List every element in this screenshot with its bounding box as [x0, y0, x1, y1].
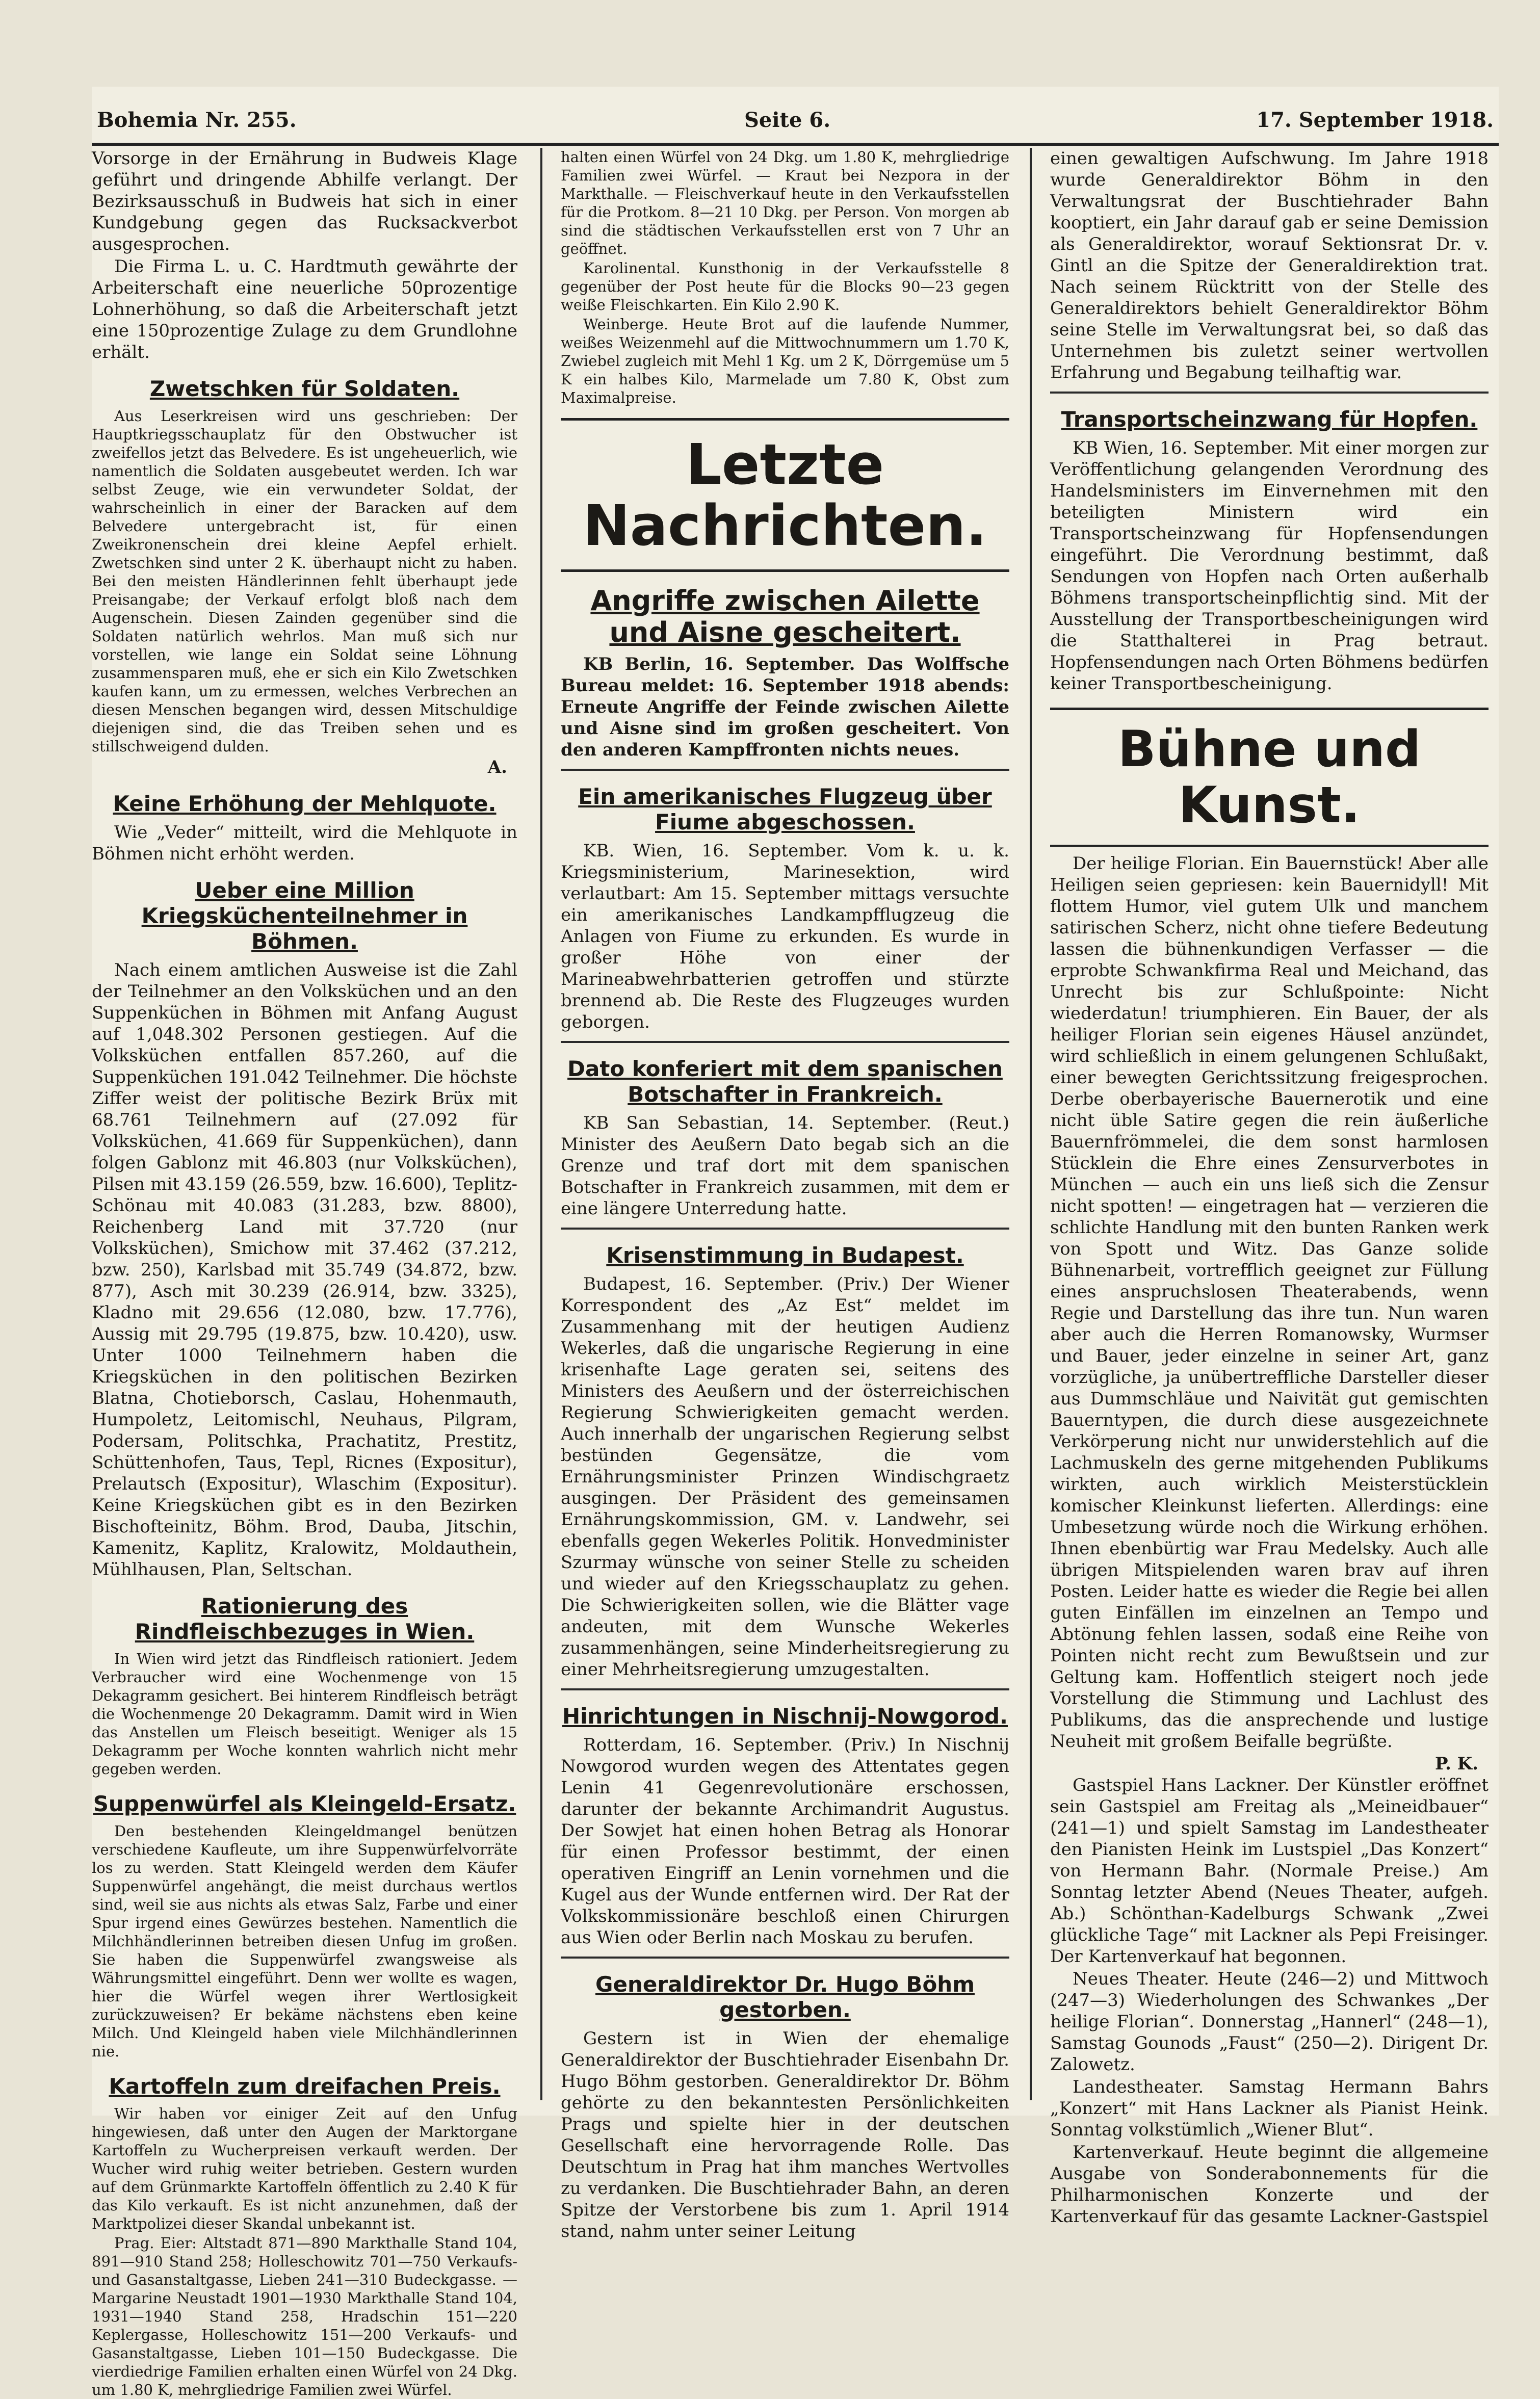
article-signature-a: A. — [487, 757, 507, 777]
article-landestheater: Landestheater. Samstag Hermann Bahrs „Konzert“ mit Hans Lackner als Pianist Heink. Sonntag volkstümlich „Wiener Blut“. — [1050, 2077, 1489, 2140]
article-fiume: KB. Wien, 16. September. Vom k. u. k. Kriegsministerium, Marinesektion, wird verlautbart: Am 15. September mittags versuchte ein amerikanisches Landkampfflugzeug die Anlagen von Fiume zu erkunden. Es wurde in großer Höhe von einer der Marineabwehrbatterien getroffen und stürzte brennend ab. Die Reste des Flugzeuges wurden geborgen. — [561, 841, 1009, 1032]
headline-dato: Dato konferiert mit dem spanischen Botschafter in Frankreich. — [567, 1056, 1003, 1107]
headline-mehlquote: Keine Erhöhung der Mehlquote. — [113, 791, 497, 816]
headline-boehm: Generaldirektor Dr. Hugo Böhm gestorben. — [595, 1972, 975, 2022]
headline-kartoffeln: Kartoffeln zum dreifachen Preis. — [109, 2074, 501, 2099]
headline-suppenwuerfel: Suppenwürfel als Kleingeld-Ersatz. — [93, 1791, 516, 1816]
headline-fiume: Ein amerikanisches Flugzeug über Fiume abgeschossen. — [578, 784, 992, 835]
article-zwetschken: Aus Leserkreisen wird uns geschrieben: Der Hauptkriegsschauplatz für den Obstwucher ist zweifellos jetzt das Belvedere. Es ist ungeheuerlich, wie namentlich die Soldaten ausgebeutet werden. Ich war selbst Zeuge, wie ein verwundeter Soldat, der wahrscheinlich in einer der Baracken auf dem Belvedere untergebracht ist, für einen Zweikronenschein drei kleine Aepfel erhielt. Zwetschken sind unter 2 K. überhaupt nicht zu haben. Bei den meisten Händlerinnen fehlt überhaupt jede Preisangabe; der Verkauf erfolgt bloß nach dem Augenschein. Diesen Zainden gegenüber sind die Soldaten natürlich wehrlos. Man muß sich nur vorstellen, wie lange ein Soldat seine Löhnung zusammensparen muß, ehe er sich ein Kilo Zwetschken kaufen kann, um zu ermessen, welches Verbrechen an diesen Menschen begangen wird, dessen Mitschuldige diejenigen sind, die das Treiben sehen und es stillschweigend dulden. — [92, 407, 517, 755]
masthead-issue: Bohemia Nr. 255. — [97, 108, 297, 132]
article-gastspiel-lackner: Gastspiel Hans Lackner. Der Künstler eröffnet sein Gastspiel am Freitag als „Meineidbauer“ (241—1) und spielt Samstag im Landestheater den Pianisten Heink im Lustspiel „Das Konzert“ von Hermann Bahr. (Normale Preise.) Am Sonntag letzter Abend (Neues Theater, aufgeh. Ab.) Schönthan-Kadelburgs Schwank „Zwei glückliche Tage“ mit Lackner als Pepi Freisinger. Der Kartenverkauf hat begonnen. — [1050, 1775, 1489, 1967]
article-mehlquote: Wie „Veder“ mitteilt, wird die Mehlquote in Böhmen nicht erhöht werden. — [92, 822, 517, 864]
article-karolinental: Karolinental. Kunsthonig in der Verkaufsstelle 8 gegenüber der Post heute für die Blocks 90—23 gegen weiße Fleischkarten. Ein Kilo 2.90 K. — [561, 259, 1009, 314]
article-signature-pk: P. K. — [1435, 1754, 1478, 1774]
section-banner-letzte-nachrichten: Letzte Nachrichten. — [561, 418, 1009, 572]
headline-zwetschken: Zwetschken für Soldaten. — [149, 376, 460, 401]
headline-aisne: Angriffe zwischen Ailette und Aisne gescheitert. — [590, 585, 980, 648]
column-rule-1 — [540, 148, 542, 2100]
column-1 — [92, 148, 517, 2398]
separator — [561, 1688, 1009, 1690]
page-number: Seite 6. — [744, 108, 831, 132]
issue-date: 17. September 1918. — [1256, 108, 1494, 132]
headline-hopfen: Transportscheinzwang für Hopfen. — [1061, 407, 1478, 432]
headline-kriegskuechen: Ueber eine Million Kriegsküchenteilnehmer in Böhmen. — [141, 878, 468, 954]
article-budweis: Vorsorge in der Ernährung in Budweis Klage geführt und dringende Abhilfe verlangt. Der Bezirksausschuß in Budweis hat sich in einer Kundgebung gegen das Rucksackverbot ausgesprochen. — [92, 148, 517, 254]
separator — [561, 1041, 1009, 1043]
separator — [561, 769, 1009, 771]
column-rule-2 — [1030, 148, 1032, 2100]
article-aisne: KB Berlin, 16. September. Das Wolffsche Bureau meldet: 16. September 1918 abends: Erneute Angriffe der Feinde zwischen Ailette und Aisne sind im großen gescheitert. Von den anderen Kampffronten nichts neues. — [561, 654, 1009, 760]
article-weinberge: Weinberge. Heute Brot auf die laufende Nummer, weißes Weizenmehl auf die Mittwochnummern um 1.70 K, Zwiebel zugleich mit Mehl 1 Kg. um 2 K, Dörrgemüse um 5 K ein halbes Kilo, Marmelade um 7.80 K, Obst zum Maximalpreise. — [561, 316, 1009, 406]
separator — [561, 1228, 1009, 1230]
running-head — [92, 97, 1499, 146]
article-kriegskuechen: Nach einem amtlichen Ausweise ist die Zahl der Teilnehmer an den Volksküchen und an den Suppenküchen in Böhmen mit Anfang August auf 1,048.302 Personen gestiegen. Auf die Volksküchen entfallen 857.260, auf die Suppenküchen 191.042 Teilnehmer. Die höchste Ziffer weist der politische Bezirk Brüx mit 68.761 Teilnehmern auf (27.092 für Volksküchen, 41.669 für Suppenküchen), dann folgen Gablonz mit 46.803 (nur Volksküchen), Pilsen mit 43.159 (26.559, bzw. 16.600), Teplitz-Schönau mit 40.083 (31.283, bzw. 8800), Reichenberg Land mit 37.720 (nur Volksküchen), Smichow mit 37.462 (37.212, bzw. 250), Karlsbad mit 35.749 (34.872, bzw. 877), Asch mit 30.239 (26.914, bzw. 3325), Kladno mit 29.656 (12.080, bzw. 17.776), Aussig mit 29.795 (19.875, bzw. 10.420), usw. Unter 1000 Teilnehmern haben die Kriegsküchen in den politischen Bezirken Blatna, Chotieborsch, Caslau, Hohenmauth, Humpoletz, Leitomischl, Neuhaus, Pilgram, Podersam, Politschka, Prachatitz, Prestitz, Schüttenhofen, Taus, Tepl, Ricnes (Expositur), Prelautsch (Expositur), Wlaschim (Expositur). Keine Kriegsküchen gibt es in den Bezirken Bischofteinitz, Böhm. Brod, Dauba, Jitschin, Kamenitz, Kaplitz, Kralowitz, Moldauthein, Mühlhausen, Plan, Seltschan. — [92, 960, 517, 1580]
headline-budapest: Krisenstimmung in Budapest. — [606, 1243, 964, 1268]
article-budapest: Budapest, 16. September. (Priv.) Der Wiener Korrespondent des „Az Est“ meldet im Zusammenhang mit der heutigen Audienz Wekerles, daß die ungarische Regierung in eine krisenhafte Lage geraten sei, seitens des Ministers des Aeußern und der österreichischen Regierung Schwierigkeiten gemacht werden. Auch innerhalb der ungarischen Regierung selbst bestünden Gegensätze, die vom Ernährungsminister Prinzen Windischgraetz ausgingen. Der Präsident des gemeinsamen Ernährungskommission, GM. v. Landwehr, sei ebenfalls gegen Wekerles Politik. Honvedminister Szurmay wünsche von seiner Stelle zu scheiden und wieder auf den Kriegsschauplatz zu gehen. Die Schwierigkeiten sollen, wie die Blätter vage andeuten, mit dem Wunsche Wekerles zusammenhängen, seine Minderheitsregierung zu einer Mehrheitsregierung umzugestalten. — [561, 1274, 1009, 1680]
article-dato: KB San Sebastian, 14. September. (Reut.) Minister des Aeußern Dato begab sich an die Grenze und traf dort mit dem spanischen Botschafter in Frankreich zusammen, mit dem er eine längere Unterredung hatte. — [561, 1113, 1009, 1219]
article-kartenverkauf: Kartenverkauf. Heute beginnt die allgemeine Ausgabe von Sonderabonnements für die Philharmonischen Konzerte und der Kartenverkauf für das gesamte Lackner-Gastspiel — [1050, 2142, 1489, 2227]
article-hopfen: KB Wien, 16. September. Mit einer morgen zur Veröffentlichung gelangenden Verordnung des Handelsministers im Einvernehmen mit den beteiligten Ministern wird ein Transportscheinzwang für Hopfensendungen eingeführt. Die Verordnung bestimmt, daß Sendungen von Hopfen nach Orten außerhalb Böhmens transportscheinpflichtig sind. Mit der Ausstellung der Transportbescheinigungen wird die Statthalterei in Prag betraut. Hopfensendungen nach Orten Böhmens bedürfen keiner Transportbescheinigung. — [1050, 438, 1489, 694]
column-3 — [1050, 148, 1489, 2227]
headline-nowgorod: Hinrichtungen in Nischnij-Nowgorod. — [562, 1704, 1008, 1729]
article-prag-market: Prag. Eier: Altstadt 871—890 Markthalle Stand 104, 891—910 Stand 258; Holleschowitz 701—750 Verkaufs- und Gasanstaltgasse, Lieben 241—310 Budeckgasse. — Margarine Neustadt 1901—1930 Markthalle Stand 104, 1931—1940 Stand 258, Hradschin 151—220 Keplergasse, Holleschowitz 151—200 Verkaufs- und Gasanstaltgasse, Lieben 101—150 Budeckgasse. Die vierdiedrige Familien erhalten einen Würfel von 24 Dkg. um 1.80 K, mehrgliedrige Familien zwei Würfel. — [92, 2234, 517, 2398]
headline-rindfleisch: Rationierung des Rindfleischbezuges in Wien. — [135, 1594, 475, 1644]
column-2 — [561, 148, 1009, 2241]
article-kartoffeln: Wir haben vor einiger Zeit auf den Unfug hingewiesen, daß unter den Augen der Marktorgane Kartoffeln zu Wucherpreisen verkauft werden. Der Wucher wird ruhig weiter betrieben. Gestern wurden auf dem Grünmarkte Kartoffeln öffentlich zu 2.40 K für das Kilo verkauft. Es ist nicht anzunehmen, daß der Marktpolizei dieser Skandal unbekannt ist. — [92, 2105, 517, 2232]
article-boehm: Gestern ist in Wien der ehemalige Generaldirektor der Buschtiehrader Eisenbahn Dr. Hugo Böhm gestorben. Generaldirektor Dr. Böhm gehörte zu den bekanntesten Persönlichkeiten Prags und spielte hier in der deutschen Gesellschaft eine hervorragende Rolle. Das Deutschtum in Prag hat ihm manches Wertvolles zu verdanken. Die Buschtiehrader Bahn, an deren Spitze der Verstorbene bis zum 1. April 1914 stand, nahm unter seiner Leitung — [561, 2028, 1009, 2241]
article-neues-theater: Neues Theater. Heute (246—2) und Mittwoch (247—3) Wiederholungen des Schwankes „Der heilige Florian“. Donnerstag „Hannerl“ (248—1), Samstag Gounods „Faust“ (250—2). Dirigent Dr. Zalowetz. — [1050, 1969, 1489, 2075]
article-rindfleisch: In Wien wird jetzt das Rindfleisch rationiert. Jedem Verbraucher wird eine Wochenmenge von 15 Dekagramm gesichert. Bei hinterem Rindfleisch beträgt die Wochenmenge 20 Dekagramm. Damit wird in Wien das Anstellen um Fleisch beseitigt. Weniger als 15 Dekagramm per Woche konnten wahrlich nicht mehr gegeben werden. — [92, 1650, 517, 1778]
separator — [1050, 392, 1489, 394]
article-prag-continued: halten einen Würfel von 24 Dkg. um 1.80 K, mehrgliedrige Familien zwei Würfel. — Kraut bei Nezpora in der Markthalle. — Fleischverkauf heute in den Verkaufsstellen für die Protkom. 8—21 10 Dkg. per Person. Von morgen ab sind die städtischen Verkaufsstellen erst von 7 Uhr an geöffnet. — [561, 148, 1009, 257]
article-heilige-florian: Der heilige Florian. Ein Bauernstück! Aber alle Heiligen seien gepriesen: kein Bauernidyll! Mit flottem Humor, viel gutem Ulk und manchem satirischen Scherz, nicht ohne tiefere Bedeutung lassen die bühnenkundigen Verfasser — die erprobte Schwankfirma Real und Meichand, das Unrecht bis zur Schlußpointe: Nicht wiederdatun! triumphieren. Ein Bauer, der als heiliger Florian sein eigenes Häusel anzündet, wird schließlich in einem gelungenen Schlußakt, einer bewegten Gerichtssitzung freigesprochen. Derbe oberbayerische Bauernerotik und eine nicht üble Satire gegen die rein äußerliche Bauernfrömmelei, die dem sonst harmlosen Stücklein die Ehre eines Zensurverbotes in München — auch ein uns ließ sich die Zensur nicht spotten! — eingetragen hat — verzieren die schlichte Handlung mit den bunten Ranken werk von Spott und Witz. Das Ganze solide Bühnenarbeit, vortrefflich geeignet zur Füllung eines anspruchslosen Theaterabends, wenn Regie und Darstellung das ihre tun. Nun waren aber auch die Herren Romanowsky, Wurmser und Bauer, jeder einzelne in seiner Art, ganz vorzügliche, ja unübertreffliche Darsteller dieser aus Dummschläue und Naivität gut gemischten Bauerntypen, die durch diese ausgezeichnete Verkörperung nicht nur unwiderstehlich auf die Lachmuskeln des gerne mitgehenden Publikums wirkten, auch wirklich Meisterstücklein komischer Kleinkunst lieferten. Allerdings: eine Umbesetzung würde noch die Wirkung erhöhen. Ihnen ebenbürtig war Frau Medelsky. Auch alle übrigen Mitspielenden waren brav auf ihren Posten. Leider hatte es wieder die Regie bei allen guten Einfällen im einzelnen an Tempo und Abtönung fehlen lassen, sodaß eine Reihe von Pointen nicht recht zum Bewußtsein und zur Geltung kam. Hoffentlich steigert noch jede Vorstellung die Stimmung und Lachlust des Publikums, das die ansprechende und lustige Neuheit mit großem Beifalle begrüßte. — [1050, 853, 1489, 1752]
newspaper-page — [92, 87, 1499, 2398]
section-banner-buehne-und-kunst: Bühne und Kunst. — [1050, 708, 1489, 847]
article-suppenwuerfel: Den bestehenden Kleingeldmangel benützen verschiedene Kaufleute, um ihre Suppenwürfelvorräte los zu werden. Statt Kleingeld werden dem Käufer Suppenwürfel angehängt, die meist durchaus wertlos sind, weil sie aus nichts als etwas Salz, Farbe und einer Spur irgend eines Gewürzes bestehen. Namentlich die Milchhändlerinnen betreiben diesen Unfug im großen. Sie haben die Suppenwürfel zwangsweise als Währungsmittel eingeführt. Denn wer wollte es wagen, hier die Würfel wegen ihrer Wertlosigkeit zurückzuweisen? Er bekäme nächstens eben keine Milch. Und Kleingeld haben viele Milchhändlerinnen nie. — [92, 1822, 517, 2060]
separator — [561, 1957, 1009, 1959]
article-hardtmuth: Die Firma L. u. C. Hardtmuth gewährte der Arbeiterschaft eine neuerliche 50prozentige Lohnerhöhung, so daß die Arbeiterschaft jetzt eine 150prozentige Zulage zu dem Grundlohne erhält. — [92, 256, 517, 362]
article-boehm-continued: einen gewaltigen Aufschwung. Im Jahre 1918 wurde Generaldirektor Böhm in den Verwaltungsrat der Buschtiehrader Bahn kooptiert, ein Jahr darauf gab er seine Demission als Generaldirektor, worauf Sektionsrat Dr. v. Gintl an die Spitze der Generaldirektion trat. Nach seinem Rücktritt von der Stelle des Generaldirektors behielt Generaldirektor Böhm seine Stelle im Verwaltungsrat bei, so daß das Unternehmen bis zuletzt seiner wertvollen Erfahrung und Begabung teilhaftig war. — [1050, 148, 1489, 383]
article-nowgorod: Rotterdam, 16. September. (Priv.) In Nischnij Nowgorod wurden wegen des Attentates gegen Lenin 41 Gegenrevolutionäre erschossen, darunter der bekannte Archimandrit Augustus. Der Sowjet hat einen hohen Betrag als Honorar für einen Professor bestimmt, der einen operativen Eingriff an Lenin vornehmen und die Kugel aus der Wunde entfernen wird. Der Rat der Volkskommissionäre beschloß einen Chirurgen aus Wien oder Berlin nach Moskau zu berufen. — [561, 1735, 1009, 1948]
